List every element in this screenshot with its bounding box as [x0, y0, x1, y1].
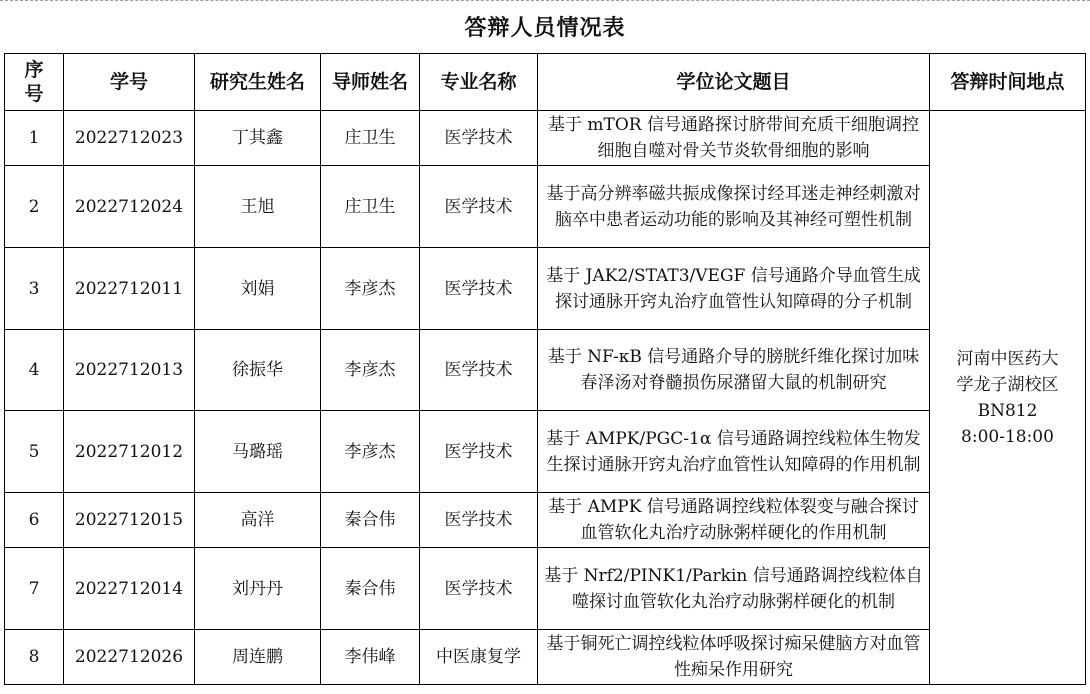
- cell-major: 医学技术: [420, 166, 538, 248]
- cell-student-id: 2022712024: [64, 166, 195, 248]
- table-row: [5, 330, 1086, 411]
- header-major: 专业名称: [420, 54, 538, 111]
- cell-thesis: 基于 AMPK 信号通路调控线粒体裂变与融合探讨血管软化丸治疗动脉粥样硬化的作用机制: [538, 493, 930, 548]
- table-row: [5, 411, 1086, 493]
- header-thesis: 学位论文题目: [538, 54, 930, 111]
- cell-student-name: 丁其鑫: [195, 111, 321, 166]
- header-student-name: 研究生姓名: [195, 54, 321, 111]
- cell-student-id: 2022712026: [64, 630, 195, 685]
- cell-student-name: 高洋: [195, 493, 321, 548]
- table-row: [5, 630, 1086, 685]
- cell-thesis: 基于铜死亡调控线粒体呼吸探讨痴呆健脑方对血管性痴呆作用研究: [538, 630, 930, 685]
- cell-student-id: 2022712023: [64, 111, 195, 166]
- cell-seq: 6: [5, 493, 64, 548]
- venue-place-line-1: 河南中医药大: [956, 348, 1059, 369]
- cell-major: 医学技术: [420, 111, 538, 166]
- cell-major: 医学技术: [420, 493, 538, 548]
- defense-schedule-table: [4, 53, 1086, 685]
- venue-time: 8:00-18:00: [961, 426, 1054, 447]
- cell-seq: 8: [5, 630, 64, 685]
- cell-major: 医学技术: [420, 548, 538, 630]
- venue-room: BN812: [977, 400, 1038, 421]
- cell-thesis: 基于高分辨率磁共振成像探讨经耳迷走神经刺激对脑卒中患者运动功能的影响及其神经可塑性机制: [538, 166, 930, 248]
- cell-student-id: 2022712015: [64, 493, 195, 548]
- cell-student-id: 2022712011: [64, 248, 195, 330]
- cell-seq: 1: [5, 111, 64, 166]
- table-row: [5, 166, 1086, 248]
- cell-major: 中医康复学: [420, 630, 538, 685]
- cell-student-id: 2022712013: [64, 330, 195, 411]
- table-row: [5, 111, 1086, 166]
- cell-student-name: 马璐瑶: [195, 411, 321, 493]
- cell-student-name: 徐振华: [195, 330, 321, 411]
- table-row: [5, 548, 1086, 630]
- cell-major: 医学技术: [420, 330, 538, 411]
- cell-thesis: 基于 AMPK/PGC-1α 信号通路调控线粒体生物发生探讨通脉开窍丸治疗血管性认知障碍的作用机制: [538, 411, 930, 493]
- cell-seq: 3: [5, 248, 64, 330]
- cell-seq: 2: [5, 166, 64, 248]
- table-header-row: [5, 54, 1086, 111]
- cell-major: 医学技术: [420, 248, 538, 330]
- cell-seq: 4: [5, 330, 64, 411]
- cell-seq: 5: [5, 411, 64, 493]
- cell-student-name: 刘娟: [195, 248, 321, 330]
- cell-advisor: 李伟峰: [321, 630, 420, 685]
- cell-advisor: 庄卫生: [321, 166, 420, 248]
- cell-thesis: 基于 NF-κB 信号通路介导的膀胱纤维化探讨加味春泽汤对脊髓损伤尿潴留大鼠的机制研究: [538, 330, 930, 411]
- header-seq: 序号: [5, 54, 64, 111]
- table-row: [5, 248, 1086, 330]
- cell-advisor: 秦合伟: [321, 493, 420, 548]
- table-row: [5, 493, 1086, 548]
- header-advisor: 导师姓名: [321, 54, 420, 111]
- cell-student-id: 2022712014: [64, 548, 195, 630]
- cell-thesis: 基于 JAK2/STAT3/VEGF 信号通路介导血管生成探讨通脉开窍丸治疗血管性认知障碍的分子机制: [538, 248, 930, 330]
- cell-student-name: 刘丹丹: [195, 548, 321, 630]
- cell-advisor: 庄卫生: [321, 111, 420, 166]
- cell-seq: 7: [5, 548, 64, 630]
- cell-major: 医学技术: [420, 411, 538, 493]
- cell-student-id: 2022712012: [64, 411, 195, 493]
- cell-venue: [930, 111, 1086, 685]
- cell-thesis: 基于 Nrf2/PINK1/Parkin 信号通路调控线粒体自噬探讨血管软化丸治疗动脉粥样硬化的机制: [538, 548, 930, 630]
- cell-student-name: 周连鹏: [195, 630, 321, 685]
- header-student-id: 学号: [64, 54, 195, 111]
- header-venue: 答辩时间地点: [930, 54, 1086, 111]
- cell-advisor: 李彦杰: [321, 411, 420, 493]
- cell-advisor: 李彦杰: [321, 248, 420, 330]
- venue-place-line-2: 学龙子湖校区: [956, 374, 1059, 395]
- page-title: 答辩人员情况表: [464, 15, 626, 41]
- cell-advisor: 秦合伟: [321, 548, 420, 630]
- cell-student-name: 王旭: [195, 166, 321, 248]
- page-top-rule: [0, 0, 1090, 1]
- cell-advisor: 李彦杰: [321, 330, 420, 411]
- cell-thesis: 基于 mTOR 信号通路探讨脐带间充质干细胞调控细胞自噬对骨关节炎软骨细胞的影响: [538, 111, 930, 166]
